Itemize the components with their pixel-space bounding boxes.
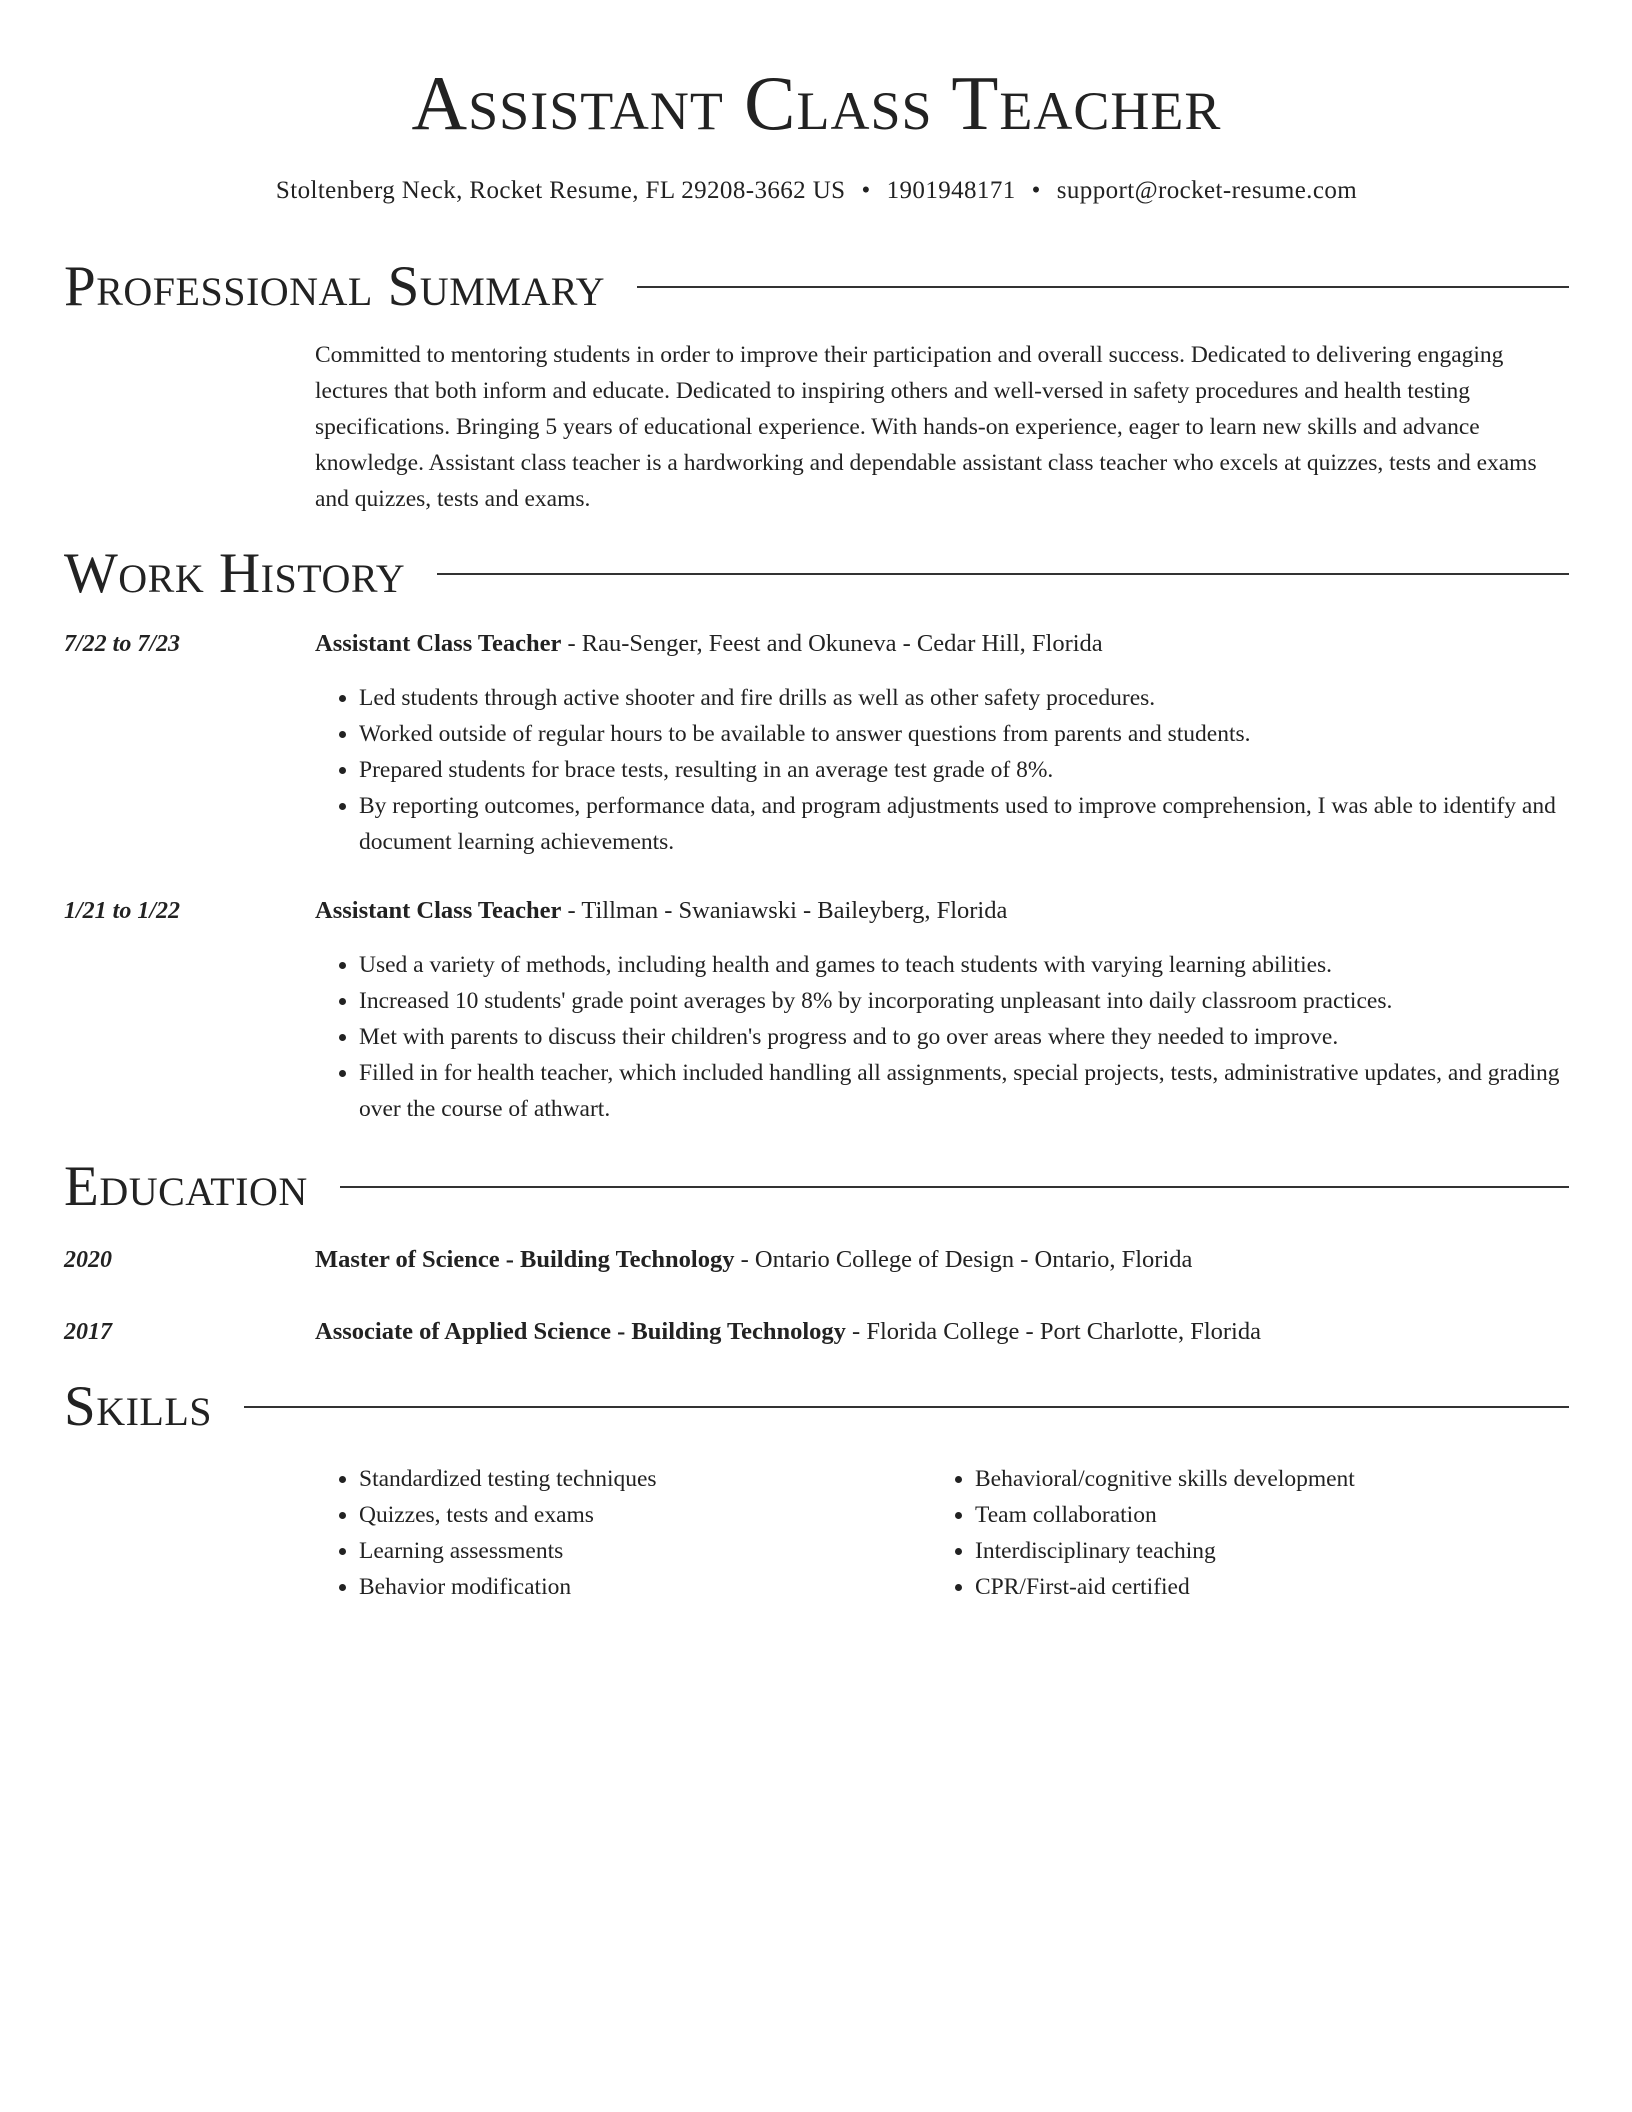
contact-address: Stoltenberg Neck, Rocket Resume, FL 29208-3662 US — [275, 177, 846, 204]
skill-item: • Team collaboration — [975, 1497, 1547, 1533]
job-bullet: • By reporting outcomes, performance data, and program adjustments used to improve comprehension, I was able to identify and document learning achievements. — [359, 788, 1569, 860]
skill-item: • Learning assessments — [359, 1533, 931, 1569]
contact-line — [64, 173, 1569, 209]
skill-item: • Interdisciplinary teaching — [975, 1533, 1547, 1569]
education-degree: Associate of Applied Science - Building Technology — [315, 1318, 846, 1345]
job-dates: 1/21 to 1/22 — [64, 898, 181, 924]
job-bullet: • Prepared students for brace tests, resulting in an average test grade of 8%. — [359, 752, 1569, 788]
skills-heading: Skills — [64, 1375, 213, 1438]
job-bullets — [315, 947, 1569, 1127]
skill-item: • Standardized testing techniques — [359, 1461, 931, 1497]
education-school: - Ontario College of Design - Ontario, Florida — [734, 1246, 1193, 1273]
contact-email: support@rocket-resume.com — [1056, 177, 1358, 204]
summary-heading: Professional Summary — [64, 255, 606, 318]
work-heading: Work History — [64, 542, 406, 605]
contact-phone: 1901948171 — [886, 177, 1016, 204]
job-bullet: • Led students through active shooter and fire drills as well as other safety procedures. — [359, 680, 1569, 716]
contact-separator: • — [861, 177, 871, 204]
job-bullet: • Worked outside of regular hours to be available to answer questions from parents and students. — [359, 716, 1569, 752]
education-section-header — [64, 1154, 1569, 1220]
skills-section-header — [64, 1374, 1569, 1440]
skill-item: • Behavioral/cognitive skills development — [975, 1461, 1547, 1497]
job-bullet: • Used a variety of methods, including health and games to teach students with varying learning abilities. — [359, 947, 1569, 983]
education-year: 2020 — [64, 1247, 112, 1273]
education-headline — [315, 1314, 1569, 1350]
job-employer: - Rau-Senger, Feest and Okuneva - Cedar Hill, Florida — [561, 630, 1103, 657]
section-divider — [244, 1406, 1569, 1408]
summary-text: Committed to mentoring students in order to improve their participation and overall success. Dedicated to delivering engaging lectures that both inform and educate. Dedicated to inspiring others and well-versed in safety procedures and health testing specifications. Bringing 5 years of educational experience. With hands-on experience, eager to learn new skills and advance knowledge. Assistant class teacher is a hardworking and dependable assistant class teacher who excels at quizzes, tests and exams and quizzes, tests and exams. — [315, 342, 1537, 512]
job-headline — [315, 626, 1569, 662]
section-divider — [637, 286, 1569, 288]
section-divider — [340, 1186, 1569, 1188]
education-degree: Master of Science - Building Technology — [315, 1246, 735, 1273]
education-year: 2017 — [64, 1319, 112, 1345]
job-bullets — [315, 680, 1569, 860]
work-section-header — [64, 541, 1569, 607]
job-bullet: • Met with parents to discuss their children's progress and to go over areas where they needed to improve. — [359, 1019, 1569, 1055]
education-headline — [315, 1242, 1569, 1278]
section-divider — [437, 573, 1569, 575]
education-heading: Education — [64, 1155, 308, 1218]
summary-section-header — [64, 254, 1569, 320]
job-title: Assistant Class Teacher — [315, 630, 562, 657]
candidate-name: Assistant Class Teacher — [411, 60, 1222, 146]
job-bullet: • Increased 10 students' grade point averages by 8% by incorporating unpleasant into daily classroom practices. — [359, 983, 1569, 1019]
job-employer: - Tillman - Swaniawski - Baileyberg, Florida — [561, 897, 1008, 924]
skills-column-left — [315, 1461, 931, 1605]
skills-list — [315, 1461, 1569, 1605]
job-title: Assistant Class Teacher — [315, 897, 562, 924]
skill-item: • Behavior modification — [359, 1569, 931, 1605]
job-headline — [315, 893, 1569, 929]
skill-item: • Quizzes, tests and exams — [359, 1497, 931, 1533]
contact-separator: • — [1031, 177, 1041, 204]
education-school: - Florida College - Port Charlotte, Florida — [845, 1318, 1261, 1345]
skills-column-right — [931, 1461, 1547, 1605]
job-bullet: • Filled in for health teacher, which included handling all assignments, special projects, tests, administrative updates, and grading over the course of athwart. — [359, 1055, 1569, 1127]
job-dates: 7/22 to 7/23 — [64, 631, 181, 657]
skill-item: • CPR/First-aid certified — [975, 1569, 1547, 1605]
